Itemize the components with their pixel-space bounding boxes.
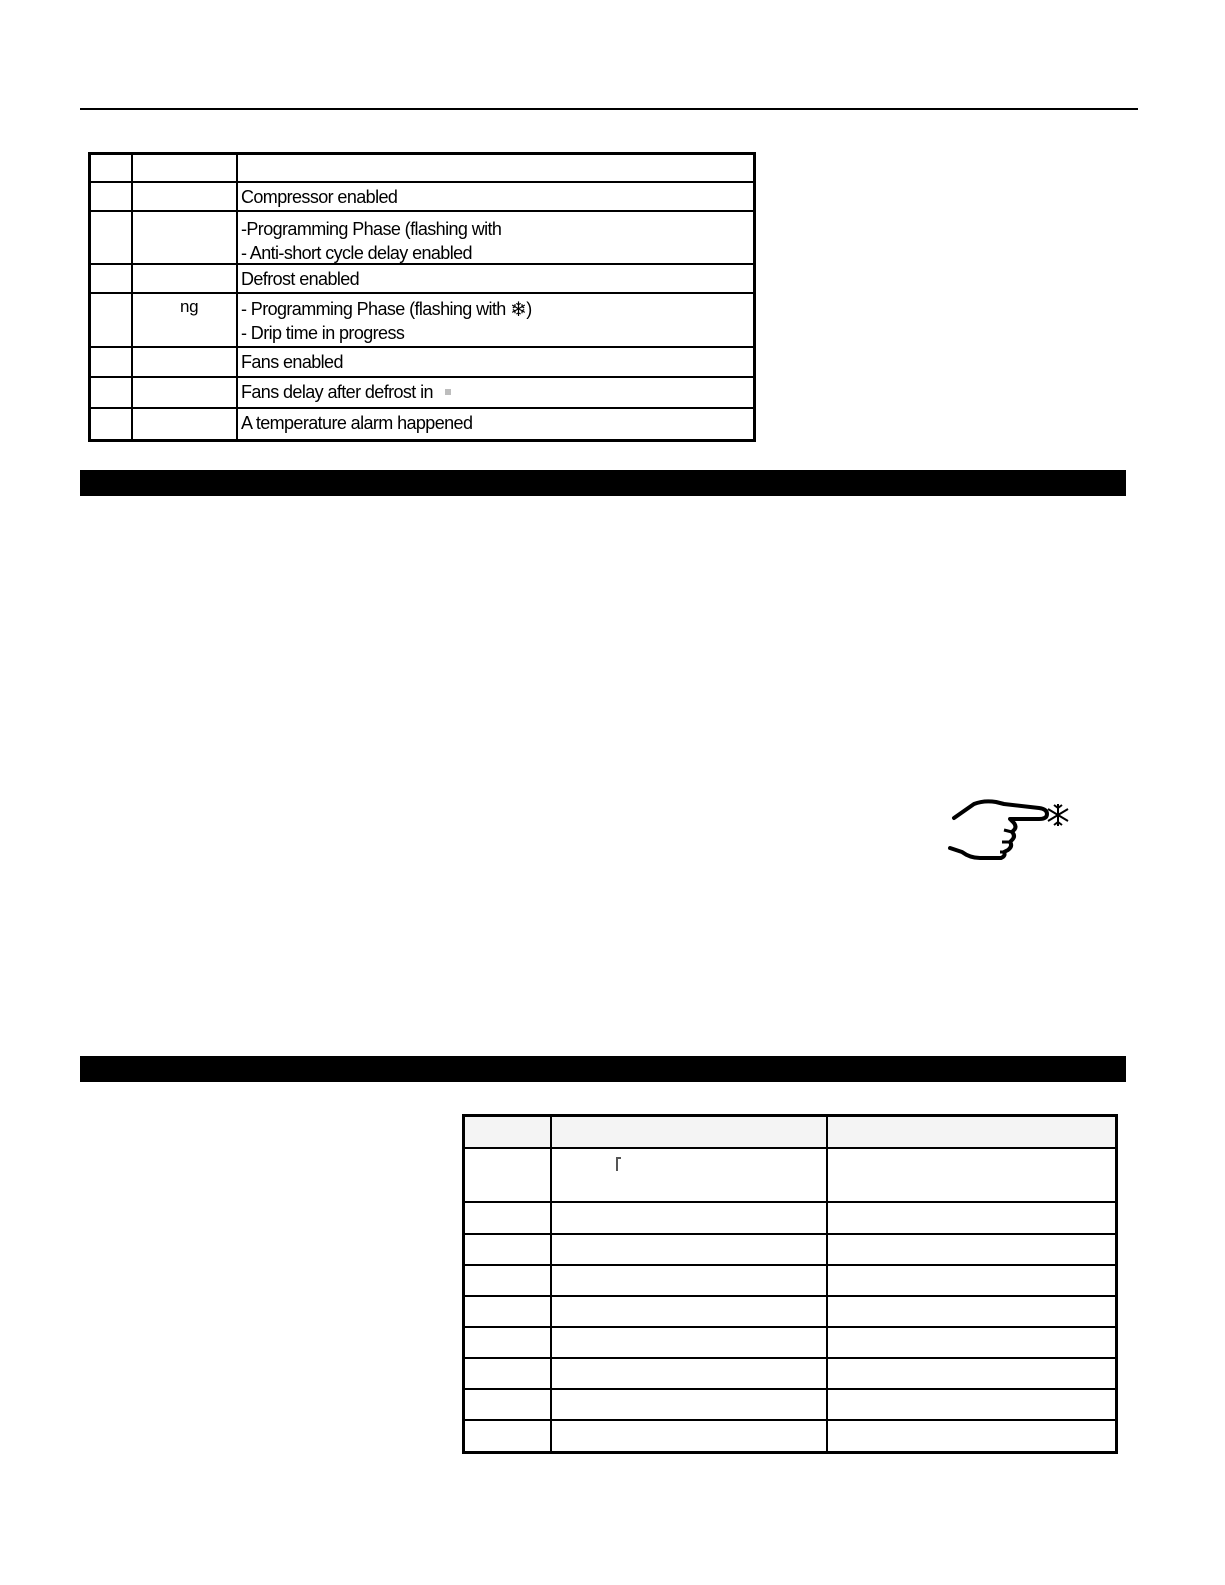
hand-pointing-icon [944, 796, 1074, 866]
led-meaning-table [88, 152, 756, 442]
led-mode [133, 378, 238, 407]
led-mode [133, 183, 238, 210]
led-function: - Programming Phase (flashing with [241, 299, 511, 319]
led-table-header [91, 155, 753, 183]
led-mode [133, 409, 238, 439]
led-function: - Drip time in progress [241, 323, 405, 343]
led-function: Fans enabled [241, 352, 343, 372]
led-row-compressor [91, 183, 753, 212]
led-function: A temperature alarm happened [241, 413, 473, 433]
led-function: -Programming Phase (flashing with [241, 219, 502, 239]
table-row [465, 1421, 1115, 1452]
led-function: Compressor enabled [241, 187, 398, 207]
snowflake-icon [1048, 804, 1068, 826]
parameter-table [462, 1114, 1118, 1454]
led-mode [133, 348, 238, 376]
led-mode [133, 212, 238, 263]
table-row [465, 1328, 1115, 1359]
led-row-programming [91, 212, 753, 265]
table-row [465, 1266, 1115, 1297]
defrost-dot-icon [445, 389, 451, 395]
led-function: Fans delay after defrost in [241, 382, 433, 402]
table-row [465, 1203, 1115, 1235]
header-rule [80, 108, 1138, 110]
parameter-table-header [465, 1117, 1115, 1149]
snowflake-icon: ❄ [510, 299, 527, 321]
section-bar-1 [80, 470, 1126, 496]
table-row [465, 1235, 1115, 1266]
led-function: - Anti-short cycle delay enabled [241, 243, 472, 263]
led-row-defrost [91, 265, 753, 294]
table-row [465, 1359, 1115, 1390]
led-function: Defrost enabled [241, 269, 360, 289]
led-mode: ng [133, 294, 238, 346]
led-row-drip: ng - Programming Phase (flashing with ❄) - Drip time in progress [91, 294, 753, 348]
led-row-fans-delay [91, 378, 753, 409]
led-row-alarm [91, 409, 753, 439]
led-row-fans [91, 348, 753, 378]
table-row [465, 1149, 1115, 1203]
table-row [465, 1297, 1115, 1328]
section-bar-2 [80, 1056, 1126, 1082]
led-mode [133, 265, 238, 292]
table-row [465, 1390, 1115, 1421]
